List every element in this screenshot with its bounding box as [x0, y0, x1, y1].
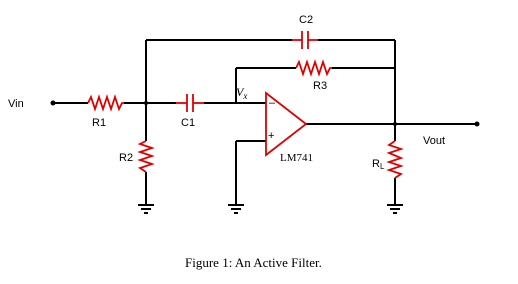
label-r1: R1	[92, 117, 107, 129]
capacitor-c1	[176, 94, 204, 112]
label-r2: R2	[119, 152, 134, 164]
figure-caption: Figure 1: An Active Filter.	[185, 255, 322, 270]
opamp-lm741	[266, 93, 306, 155]
resistor-rl	[389, 141, 401, 178]
label-c2: C2	[299, 14, 314, 26]
label-rl-subscript: L	[379, 162, 385, 171]
label-opamp: LM741	[280, 152, 313, 164]
label-vx	[236, 85, 247, 101]
label-c1: C1	[181, 117, 196, 129]
ground-symbol-rl	[387, 205, 403, 213]
opamp-minus-sign: –	[269, 97, 276, 109]
vin-terminal-dot	[51, 101, 56, 106]
resistor-r2	[140, 141, 152, 172]
junction-dot-output	[393, 122, 397, 126]
resistor-r3	[296, 62, 332, 74]
wires	[55, 40, 475, 205]
capacitor-c2	[292, 31, 318, 49]
junction-dot-left	[144, 101, 148, 105]
label-vx-main: V	[236, 85, 244, 99]
label-rl	[372, 158, 385, 171]
label-vout: Vout	[423, 135, 446, 147]
resistor-r1	[88, 97, 124, 109]
label-vx-subscript: x	[243, 91, 248, 101]
ground-symbol-r2	[138, 205, 154, 213]
vout-terminal-dot	[475, 122, 480, 127]
ground-symbol-opamp	[228, 205, 244, 213]
label-vin: Vin	[8, 98, 24, 110]
label-r3: R3	[313, 80, 328, 92]
opamp-plus-sign: +	[268, 130, 275, 142]
label-rl-main: R	[372, 158, 380, 170]
